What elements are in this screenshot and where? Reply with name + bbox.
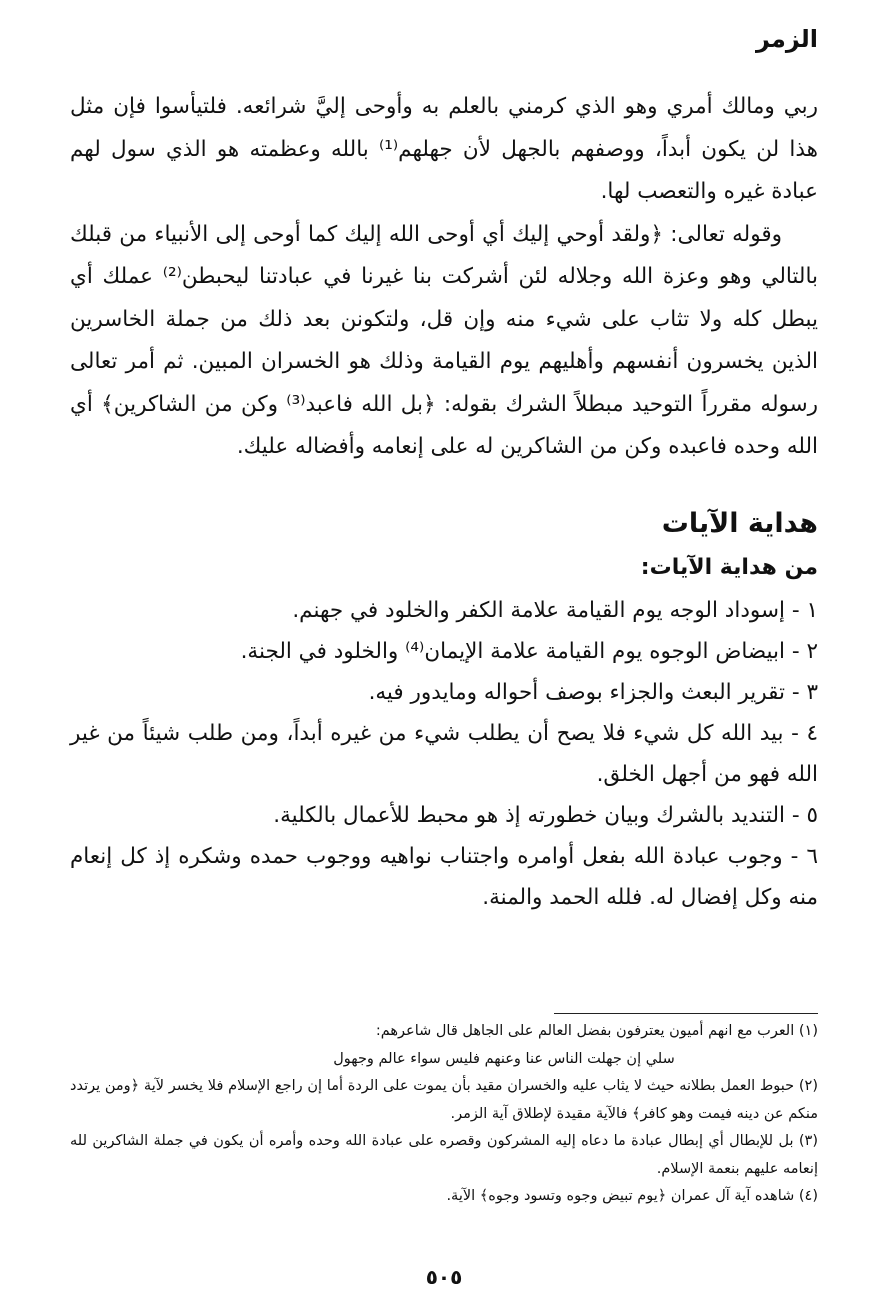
page-number: ٥٠٥: [425, 1265, 463, 1289]
footnotes: [70, 1018, 818, 1211]
section-title: هداية الآيات: [661, 508, 818, 539]
guidance-list: [70, 590, 818, 918]
footnote-3: (٣) بل للإبطال أي إبطال عبادة ما دعاه إليه المشركون وقصره على عبادة الله وحده وأمره أن يكون في جملة الشاكرين لله إنعامه عليهم بنعمة الإسلام.: [70, 1133, 818, 1177]
footnote-1: (١) العرب مع انهم أميون يعترفون بفضل العالم على الجاهل قال شاعرهم:: [375, 1023, 818, 1039]
footnote-1-verse: سلي إن جهلت الناس عنا وعنهم فليس سواء عالم وجهول: [333, 1050, 675, 1067]
guidance-item: ٦ - وجوب عبادة الله بفعل أوامره واجتناب نواهيه ووجوب حمده وشكره إذ كل إنعام منه وكل إفضال له. فلله الحمد والمنة.: [70, 844, 818, 910]
footnote-divider: [554, 1013, 818, 1014]
guidance-item: ٣ - تقرير البعث والجزاء بوصف أحواله ومايدور فيه.: [368, 680, 818, 705]
running-head: الزمر: [756, 25, 818, 53]
tafsir-body: [70, 86, 818, 469]
footnote-4: (٤) شاهده آية آل عمران ﴿يوم تبيض وجوه وتسود وجوه﴾ الآية.: [446, 1188, 818, 1204]
guidance-item: ١ - إسوداد الوجه يوم القيامة علامة الكفر والخلود في جهنم.: [292, 598, 818, 623]
guidance-item: ٤ - بيد الله كل شيء فلا يصح أن يطلب شيء من غيره أبداً، ومن طلب شيئاً من غير الله فهو من أجهل الخلق.: [70, 721, 818, 787]
subheading: من هداية الآيات:: [640, 555, 818, 580]
body-paragraph: ربي ومالك أمري وهو الذي كرمني بالعلم به وأوحى إليَّ شرائعه. فلتيأسوا فإن مثل هذا لن يكون أبداً، ووصفهم بالجهل لأن جهلهم⁽¹⁾ بالله وعظمته هو الذي سول لهم عبادة غيره والتعصب لها.: [70, 94, 819, 204]
guidance-item: ٥ - التنديد بالشرك وبيان خطورته إذ هو محبط للأعمال بالكلية.: [273, 803, 818, 828]
guidance-item: ٢ - ابيضاض الوجوه يوم القيامة علامة الإيمان⁽⁴⁾ والخلود في الجنة.: [240, 639, 818, 664]
footnote-2: (٢) حبوط العمل بطلانه حيث لا يثاب عليه والخسران مقيد بأن يموت على الردة أما إن راجع الإسلام فلا يخسر لآية ﴿ومن يرتدد منكم عن دينه فيمت وهو كافر﴾ فالآية مقيدة لإطلاق آية الزمر.: [70, 1078, 818, 1122]
body-paragraph: وقوله تعالى: ﴿ولقد أوحي إليك أي أوحى الله إليك كما أوحى إلى الأنبياء من قبلك بالتالي وهو وعزة الله وجلاله لئن أشركت بنا غيرنا في عبادتنا ليحبطن⁽²⁾ عملك أي يبطل كله ولا تثاب على شيء منه وإن قل، ولتكونن بعد ذلك من جملة الخاسرين الذين يخسرون أنفسهم وأهليهم يوم القيامة وذلك هو الخسران المبين. ثم أمر تعالى رسوله مقرراً التوحيد مبطلاً الشرك بقوله: ﴿بل الله فاعبد⁽³⁾ وكن من الشاكرين﴾ أي الله وحده فاعبده وكن من الشاكرين له على إنعامه وأفضاله عليك.: [70, 221, 818, 459]
